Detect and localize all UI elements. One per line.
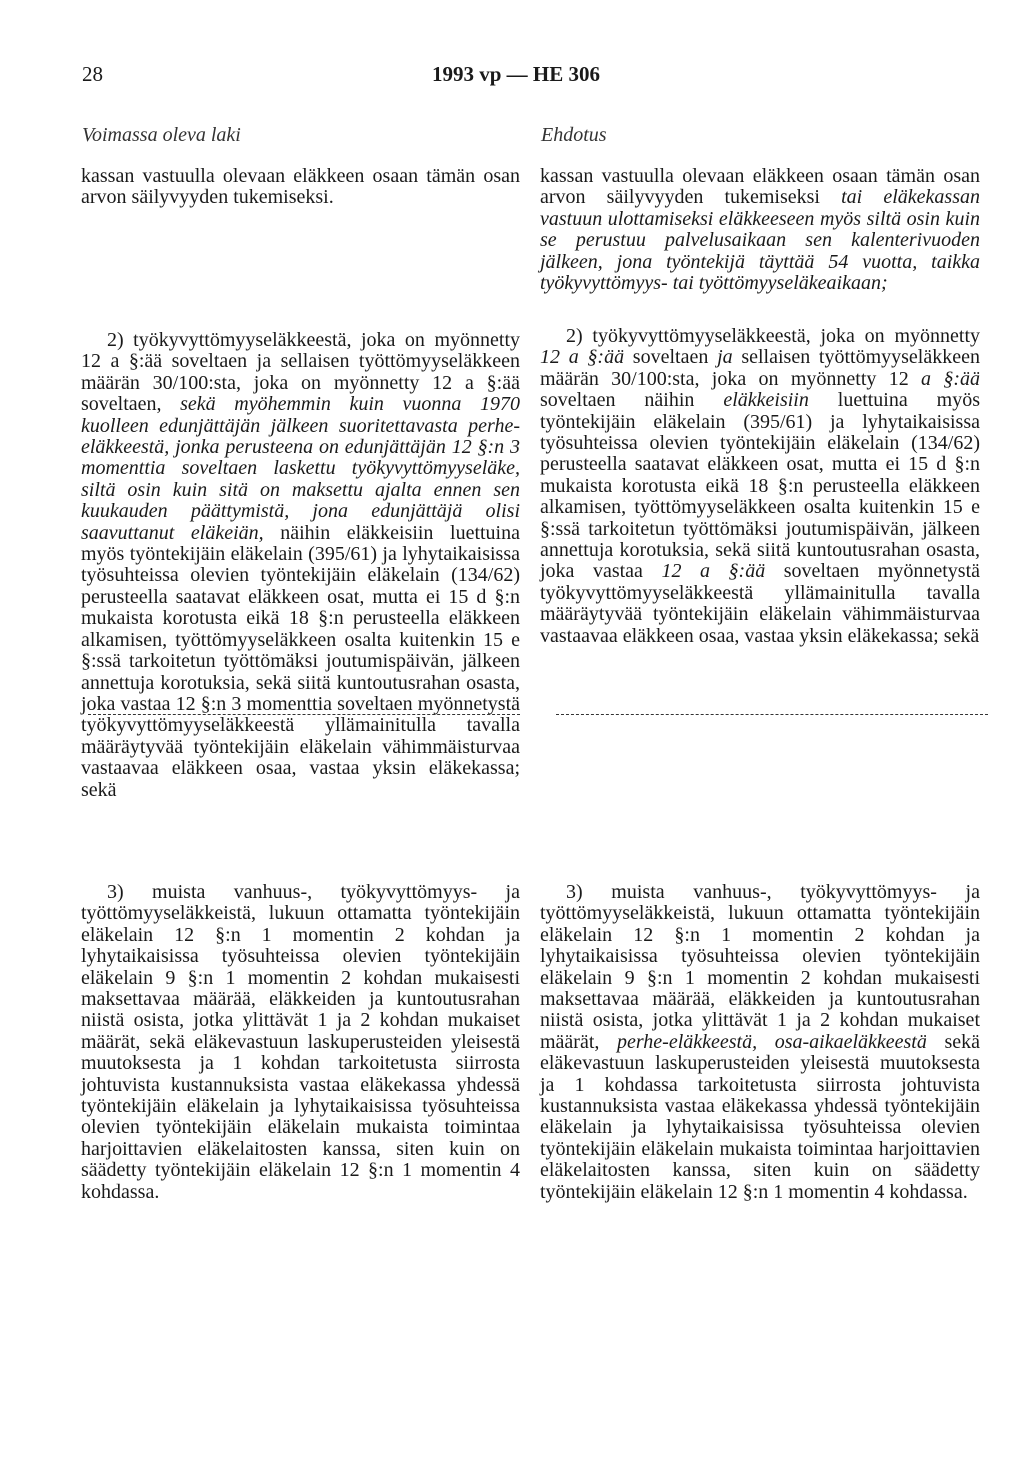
right-p2-text-i: luettuina myös työntekijäin eläkelain (395/61) ja lyhytaikaisissa työsuhteissa olevien työntekijäin eläkelain (134/62) perusteella saatavat eläkkeen osat, mutta ei 15 d §:n mukaista korotusta eikä 18 §:n perusteella eläkkeen alkamisen, työttömyyseläkkeen osalta kuitenkin 15 e §:ssä tarkoitetun työttömäksi joutumispäivän, jälkeen annettuja korotuksia, sekä siitä kuntoutusrahan osasta, joka vastaa: [540, 389, 980, 583]
right-p3-italic: perhe-eläkkeestä, osa-aikaeläkkeestä: [617, 1030, 927, 1053]
right-p1-text-a: kassan vastuulla olevaan eläkkeen osaan tämän osan arvon säilyvyyden tukemiseksi: [540, 165, 980, 209]
right-omission-dashes: [556, 714, 988, 715]
right-column-title: Ehdotus: [541, 124, 607, 146]
right-p2-text-k: soveltaen myönnetystä työkyvyttömyyseläkkeestä yllämainitulla tavalla määräytyvää työntekijäin eläkelain vähimmäisturvaa vastaavaa eläkkeen osaa, vastaa yksin eläkekassa; sekä: [540, 560, 980, 647]
left-p1-text: kassan vastuulla olevaan eläkkeen osaan tämän osan arvon säilyvyyden tukemiseksi.: [81, 165, 520, 209]
left-p2-text-a: 2) työkyvyttömyyseläkkeestä, joka on myönnetty 12 a §:ää soveltaen ja sellaisen työttömyyseläkkeen määrän 30/100:sta, joka on myönnetty 12 a §:ää soveltaen,: [81, 329, 520, 416]
right-p2-text-a: 2) työkyvyttömyyseläkkeestä, joka on myönnetty: [566, 325, 980, 347]
right-p2-italic-j: 12 a §:ää: [661, 560, 766, 583]
right-p2-italic-f: a §:ää: [921, 367, 980, 390]
right-p1-italic: tai eläkekassan vastuun ulottamiseksi eläkkeeseen myös siltä osin kuin se perustuu palvelusaikaan sen kalenterivuoden jälkeen, jona työntekijä täyttää 54 vuotta, taikka työkyvyttömyys- tai työttömyyseläkeaikaan;: [540, 186, 980, 295]
document-title: 1993 vp — HE 306: [432, 62, 601, 86]
right-paragraph-2: [540, 326, 980, 647]
right-paragraph-3: [540, 882, 980, 1203]
left-omission-dashes: [88, 714, 520, 715]
right-p3-text-c: sekä eläkevastuun laskuperusteiden yleisestä muutoksesta ja 1 kohdassa tarkoitetusta siirrosta johtuvista kustannuksista vastaa eläkekassa yhdessä työntekijäin eläkelain ja lyhytaikaisissa työsuhteissa olevien työntekijäin eläkelain mukaista toimintaa harjoittavien eläkelaitosten kanssa, siten kuin on säädetty työntekijäin eläkelain 12 §:n 1 momentin 4 kohdassa.: [540, 1030, 981, 1203]
left-p2-italic: sekä myöhemmin kuin vuonna 1970 kuolleen edunjättäjän jälkeen suoritettavasta perhe-eläkkeestä, jonka perusteena on edunjättäjän 12 §:n 3 momenttia soveltaen laskettu työkyvyttömyyseläke, siltä osin kuin sitä on maksettu ajalta ennen sen kuukauden päättymistä, jona edunjättäjä olisi saavuttanut eläkeiän,: [81, 393, 520, 544]
right-p3-text-a: 3) muista vanhuus-, työkyvyttömyys- ja työttömyyseläkkeistä, lukuun ottamatta työntekijäin eläkelain 12 §:n 1 momentin 2 kohdan ja lyhytaikaisissa työsuhteissa olevien työntekijäin eläkelain 9 §:n 1 momentin 2 kohdan mukaisesti maksettavaa määrää, eläkkeiden ja kuntoutusrahan niistä osista, jotka ylittävät 1 ja 2 kohdan mukaiset määrät,: [540, 881, 980, 1053]
left-column-title: Voimassa oleva laki: [82, 124, 241, 146]
right-p2-italic-b: 12 a §:ää: [540, 346, 625, 369]
left-p3-text: 3) muista vanhuus-, työkyvyttömyys- ja työttömyyseläkkeistä, lukuun ottamatta työntekijäin eläkelain 12 §:n 1 momentin 2 kohdan ja lyhytaikaisissa työsuhteissa olevien työntekijäin eläkelain 9 §:n 1 momentin 2 kohdan mukaisesti maksettavaa määrää, eläkkeiden ja kuntoutusrahan niistä osista, jotka ylittävät 1 ja 2 kohdan mukaiset määrät, sekä eläkevastuun laskuperusteiden yleisestä muutoksesta ja 1 kohdan tarkoitetusta siirrosta johtuvista kustannuksista vastaa eläkekassa yhdessä työntekijäin eläkelain ja lyhytaikaisissa työsuhteissa olevien työntekijäin eläkelain mukaista toimintaa harjoittavien eläkelaitosten kanssa, siten kuin on säädetty työntekijäin eläkelain 12 §:n 1 momentin 4 kohdassa.: [81, 881, 520, 1203]
right-p2-italic-d: ja: [717, 346, 733, 369]
left-paragraph-2: [81, 330, 520, 801]
left-paragraph-3: [81, 882, 520, 1203]
right-p2-text-c: soveltaen: [624, 346, 718, 369]
right-paragraph-1: [540, 166, 980, 294]
page-number: 28: [82, 62, 103, 86]
right-p2-text-e: sellaisen työttömyyseläkkeen määrän 30/100:sta, joka on myönnetty 12: [540, 346, 980, 390]
right-p2-italic-h: eläkkeisiin: [723, 389, 809, 412]
right-p2-text-g: soveltaen näihin: [540, 389, 724, 412]
left-p2-text-c: näihin eläkkeisiin luettuina myös työntekijäin eläkelain (395/61) ja lyhytaikaisissa työsuhteissa olevien työntekijäin eläkelain (134/62) perusteella saatavat eläkkeen osat, mutta ei 15 d §:n mukaista korotusta eikä 18 §:n perusteella eläkkeen alkamisen, työttömyyseläkkeen osalta kuitenkin 15 e §:ssä tarkoitetun työttömäksi joutumispäivän, jälkeen annettuja korotuksia, sekä siitä kuntoutusrahan osasta, joka vastaa 12 §:n 3 momenttia soveltaen myönnetystä työkyvyttömyyseläkkeestä yllämainitulla tavalla määräytyvää työntekijäin eläkelain vähimmäisturvaa vastaavaa eläkkeen osaa, vastaa yksin eläkekassa; sekä: [81, 521, 520, 801]
left-paragraph-1: [81, 166, 520, 209]
